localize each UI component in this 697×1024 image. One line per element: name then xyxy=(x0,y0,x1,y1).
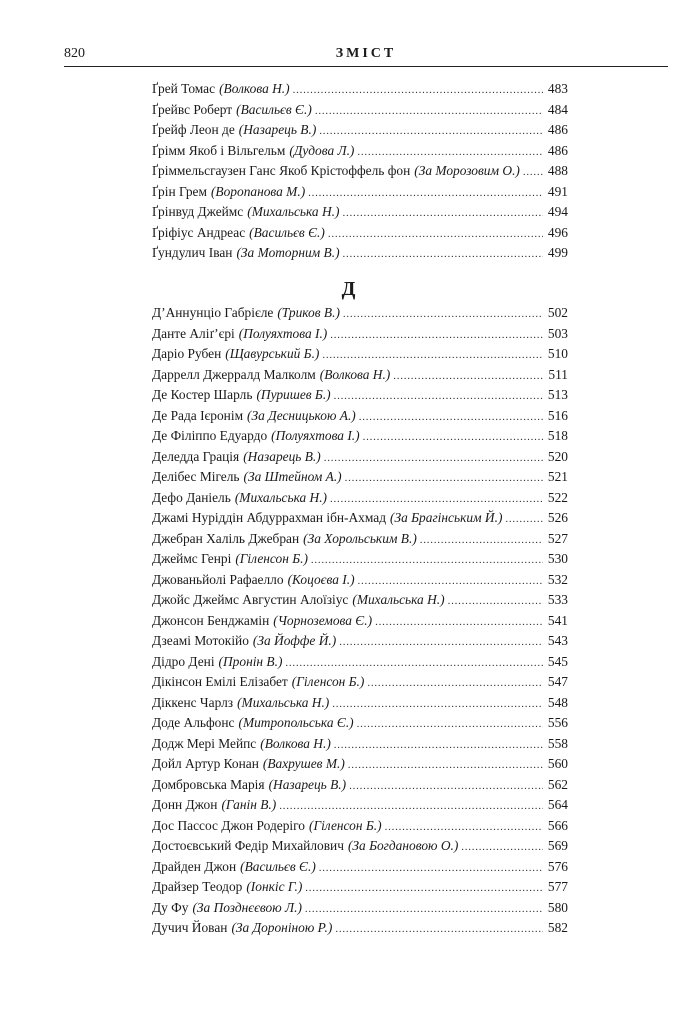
section-heading: Д xyxy=(341,278,356,300)
entry-author: (Триков В.) xyxy=(277,305,340,320)
entry-name: Донн Джон xyxy=(152,797,218,812)
entry-name: Дефо Даніель xyxy=(152,489,231,505)
entry-page: 521 xyxy=(547,469,568,484)
toc-entry xyxy=(152,877,568,898)
page-header xyxy=(64,44,668,67)
toc-entry xyxy=(152,898,568,919)
toc-entry xyxy=(152,406,568,427)
dot-leader xyxy=(343,244,543,265)
entry-page: 484 xyxy=(547,101,568,117)
entry-author: (Гіленсон Б.) xyxy=(291,674,365,689)
entry-author: (Пронін В.) xyxy=(218,653,283,669)
dot-leader xyxy=(357,714,543,735)
toc-entry xyxy=(152,100,568,121)
dot-leader xyxy=(335,919,543,940)
entry-author: (Іонкіс Г.) xyxy=(246,879,303,894)
dot-leader xyxy=(343,304,543,325)
entry-name: Драйзер Теодор xyxy=(152,879,243,894)
toc-entry xyxy=(152,775,568,796)
entry-author: (Гіленсон Б.) xyxy=(309,817,382,833)
entry-author: (За Десницькою А.) xyxy=(247,407,356,423)
entry-author: (Полуяхтова І.) xyxy=(271,428,360,443)
entry-name: Дікінсон Емілі Елізабет xyxy=(152,674,288,689)
toc-entry xyxy=(152,344,568,365)
entry-name: Ду Фу xyxy=(152,899,189,915)
entry-page: 518 xyxy=(547,428,568,443)
entry-author: (Гіленсон Б.) xyxy=(235,551,308,566)
toc-entry xyxy=(152,549,568,570)
dot-leader xyxy=(363,427,543,448)
entry-name: Доде Альфонс xyxy=(152,715,235,730)
entry-page: 543 xyxy=(547,633,568,648)
toc-entry xyxy=(152,713,568,734)
dot-leader xyxy=(293,80,543,101)
toc-entry xyxy=(152,529,568,550)
entry-author: (Дудова Л.) xyxy=(289,142,355,158)
dot-leader xyxy=(385,817,543,838)
entry-author: (Михальська Н.) xyxy=(352,592,445,607)
toc-entry xyxy=(152,816,568,837)
entry-page: 491 xyxy=(547,183,568,199)
dot-leader xyxy=(505,509,543,530)
toc-entry xyxy=(152,303,568,324)
toc-entry xyxy=(152,141,568,162)
entry-page: 511 xyxy=(548,366,568,382)
toc-entry xyxy=(152,79,568,100)
dot-leader xyxy=(305,878,543,899)
toc-entry xyxy=(152,365,568,386)
entry-author: (Васильєв Є.) xyxy=(236,101,312,117)
entry-author: (Михальська Н.) xyxy=(247,204,340,219)
entry-name: Джойс Джеймс Августин Алоїзіус xyxy=(152,592,349,607)
entry-author: (За Брагінським Й.) xyxy=(390,510,503,525)
entry-author: (Васильєв Є.) xyxy=(240,858,316,874)
dot-leader xyxy=(345,468,543,489)
entry-page: 569 xyxy=(547,838,568,853)
dot-leader xyxy=(311,550,543,571)
toc-entry xyxy=(152,508,568,529)
entry-author: (За Штейном А.) xyxy=(243,469,342,484)
entry-name: Дойл Артур Конан xyxy=(152,756,259,771)
entry-name: Діккенс Чарлз xyxy=(152,694,234,710)
toc-entry xyxy=(152,182,568,203)
dot-leader xyxy=(332,694,543,715)
dot-leader xyxy=(339,632,543,653)
entry-author: (Коцоєва І.) xyxy=(287,571,355,587)
dot-leader xyxy=(330,325,543,346)
dot-leader xyxy=(334,386,543,407)
entry-author: (За Дороніною Р.) xyxy=(231,920,333,935)
dot-leader xyxy=(315,101,543,122)
entry-author: (За Позднєєвою Л.) xyxy=(192,899,302,915)
dot-leader xyxy=(319,121,543,142)
toc-group-d xyxy=(152,303,568,939)
toc-entry xyxy=(152,836,568,857)
entry-name: Домбровська Марія xyxy=(152,776,265,792)
entry-page: 558 xyxy=(547,735,568,751)
entry-page: 566 xyxy=(547,817,568,833)
entry-author: (Назарець В.) xyxy=(238,122,317,137)
entry-page: 486 xyxy=(547,142,568,158)
entry-page: 522 xyxy=(547,489,568,505)
toc-entry xyxy=(152,754,568,775)
entry-page: 576 xyxy=(547,858,568,874)
entry-name: Ґріммельсгаузен Ганс Якоб Крістоффель фон xyxy=(152,163,411,178)
dot-leader xyxy=(285,653,543,674)
entry-page: 580 xyxy=(547,899,568,915)
entry-name: Ґрін Грем xyxy=(152,183,207,199)
entry-page: 526 xyxy=(547,510,568,525)
dot-leader xyxy=(305,899,543,920)
dot-leader xyxy=(358,571,543,592)
toc-entry xyxy=(152,223,568,244)
entry-author: (За Моторним В.) xyxy=(236,245,340,260)
dot-leader xyxy=(334,735,543,756)
toc-entry xyxy=(152,857,568,878)
entry-name: Деледда Грація xyxy=(152,448,240,464)
toc-group-g xyxy=(152,79,568,264)
entry-author: (Ганін В.) xyxy=(221,797,277,812)
entry-name: Джамі Нуріддін Абдуррахман ібн-Ахмад xyxy=(152,510,387,525)
entry-author: (За Морозовим О.) xyxy=(414,163,520,178)
toc-entry xyxy=(152,631,568,652)
entry-name: Де Філіппо Едуардо xyxy=(152,428,268,443)
entry-name: Де Рада Ієронім xyxy=(152,407,244,423)
dot-leader xyxy=(319,858,543,879)
entry-page: 562 xyxy=(547,776,568,792)
dot-leader xyxy=(420,530,543,551)
entry-name: Ґрімм Якоб і Вільгельм xyxy=(152,142,286,158)
dot-leader xyxy=(279,796,543,817)
entry-author: (Волкова Н.) xyxy=(260,735,331,751)
toc-entry xyxy=(152,120,568,141)
entry-name: Ґрейф Леон де xyxy=(152,122,235,137)
entry-author: (Вахрушев М.) xyxy=(262,756,345,771)
entry-page: 486 xyxy=(547,122,568,137)
entry-author: (За Богдановою О.) xyxy=(347,838,459,853)
toc-entry xyxy=(152,918,568,939)
entry-author: (Полуяхтова І.) xyxy=(238,325,328,341)
entry-page: 548 xyxy=(547,694,568,710)
entry-name: Даріо Рубен xyxy=(152,346,222,361)
dot-leader xyxy=(357,142,543,163)
entry-page: 494 xyxy=(547,204,568,219)
entry-page: 547 xyxy=(547,674,568,689)
entry-page: 541 xyxy=(547,612,568,628)
entry-author: (Чорноземова Є.) xyxy=(273,612,373,628)
entry-name: Драйден Джон xyxy=(152,858,237,874)
entry-page: 502 xyxy=(547,305,568,320)
entry-author: (Васильєв Є.) xyxy=(249,224,325,240)
dot-leader xyxy=(324,448,543,469)
toc-entry xyxy=(152,590,568,611)
entry-author: (Митропольська Є.) xyxy=(238,715,354,730)
entry-author: (Щавурський Б.) xyxy=(225,346,320,361)
entry-author: (За Хорольським В.) xyxy=(303,530,417,546)
entry-author: (Назарець В.) xyxy=(268,776,347,792)
entry-page: 560 xyxy=(547,756,568,771)
dot-leader xyxy=(393,366,543,387)
entry-page: 582 xyxy=(547,920,568,935)
entry-page: 516 xyxy=(547,407,568,423)
dot-leader xyxy=(359,407,543,428)
entry-name: Джованьйолі Рафаелло xyxy=(152,571,284,587)
toc-entry xyxy=(152,324,568,345)
dot-leader xyxy=(330,489,543,510)
entry-author: (Волкова Н.) xyxy=(219,81,290,96)
dot-leader xyxy=(523,162,543,183)
entry-page: 533 xyxy=(547,592,568,607)
entry-page: 483 xyxy=(547,81,568,96)
dot-leader xyxy=(461,837,543,858)
entry-name: Де Костер Шарль xyxy=(152,387,253,402)
entry-name: Ґундулич Іван xyxy=(152,245,233,260)
entry-name: Дос Пассос Джон Родеріго xyxy=(152,817,305,833)
entry-page: 530 xyxy=(547,551,568,566)
entry-author: (Волкова Н.) xyxy=(319,366,391,382)
entry-name: Данте Аліґ’єрі xyxy=(152,325,235,341)
entry-name: Ґрей Томас xyxy=(152,81,216,96)
entry-page: 577 xyxy=(547,879,568,894)
toc-entry xyxy=(152,243,568,264)
toc-entry xyxy=(152,570,568,591)
entry-name: Дідро Дені xyxy=(152,653,215,669)
entry-page: 532 xyxy=(547,571,568,587)
entry-page: 496 xyxy=(547,224,568,240)
entry-page: 499 xyxy=(547,245,568,260)
entry-name: Джонсон Бенджамін xyxy=(152,612,270,628)
entry-name: Джебран Халіль Джебран xyxy=(152,530,300,546)
toc-entry xyxy=(152,426,568,447)
entry-name: Джеймс Генрі xyxy=(152,551,232,566)
entry-name: Достоєвський Федір Михайлович xyxy=(152,838,344,853)
entry-author: (Михальська Н.) xyxy=(237,694,330,710)
entry-page: 503 xyxy=(547,325,568,341)
entry-name: Делібес Мігель xyxy=(152,469,240,484)
toc-entry xyxy=(152,467,568,488)
toc-entry xyxy=(152,447,568,468)
toc-entry xyxy=(152,161,568,182)
entry-name: Дучич Йован xyxy=(152,920,228,935)
entry-page: 488 xyxy=(547,163,568,178)
dot-leader xyxy=(367,673,543,694)
toc-entry xyxy=(152,652,568,673)
page-number: 820 xyxy=(64,46,85,61)
toc-entry xyxy=(152,672,568,693)
toc-entry xyxy=(152,488,568,509)
entry-author: (Назарець В.) xyxy=(243,448,321,464)
entry-page: 513 xyxy=(547,387,568,402)
toc-entry xyxy=(152,795,568,816)
dot-leader xyxy=(349,776,543,797)
dot-leader xyxy=(328,224,543,245)
entry-page: 564 xyxy=(547,797,568,812)
toc-entry xyxy=(152,611,568,632)
entry-author: (Михальська Н.) xyxy=(234,489,328,505)
dot-leader xyxy=(348,755,543,776)
entry-page: 527 xyxy=(547,530,568,546)
entry-name: Додж Мері Мейпс xyxy=(152,735,257,751)
entry-page: 545 xyxy=(547,653,568,669)
entry-name: Ґріфіус Андреас xyxy=(152,224,246,240)
entry-page: 520 xyxy=(547,448,568,464)
dot-leader xyxy=(322,345,543,366)
entry-page: 556 xyxy=(547,715,568,730)
entry-author: (Воропанова М.) xyxy=(210,183,306,199)
entry-author: (За Йоффе Й.) xyxy=(252,633,337,648)
dot-leader xyxy=(375,612,543,633)
entry-author: (Пуришев Б.) xyxy=(256,387,331,402)
entry-name: Ґрінвуд Джеймс xyxy=(152,204,244,219)
entry-name: Даррелл Джерралд Малколм xyxy=(152,366,316,382)
entry-name: Дзеамі Мотокійо xyxy=(152,633,249,648)
toc-entry xyxy=(152,734,568,755)
entry-name: Д’Аннунціо Габрієле xyxy=(152,305,274,320)
dot-leader xyxy=(342,203,543,224)
toc-entry xyxy=(152,202,568,223)
entry-name: Ґрейвс Роберт xyxy=(152,101,233,117)
running-title: ЗМІСТ xyxy=(335,46,397,61)
entry-page: 510 xyxy=(547,346,568,361)
toc-entry xyxy=(152,385,568,406)
toc-entry xyxy=(152,693,568,714)
dot-leader xyxy=(448,591,543,612)
dot-leader xyxy=(308,183,543,204)
